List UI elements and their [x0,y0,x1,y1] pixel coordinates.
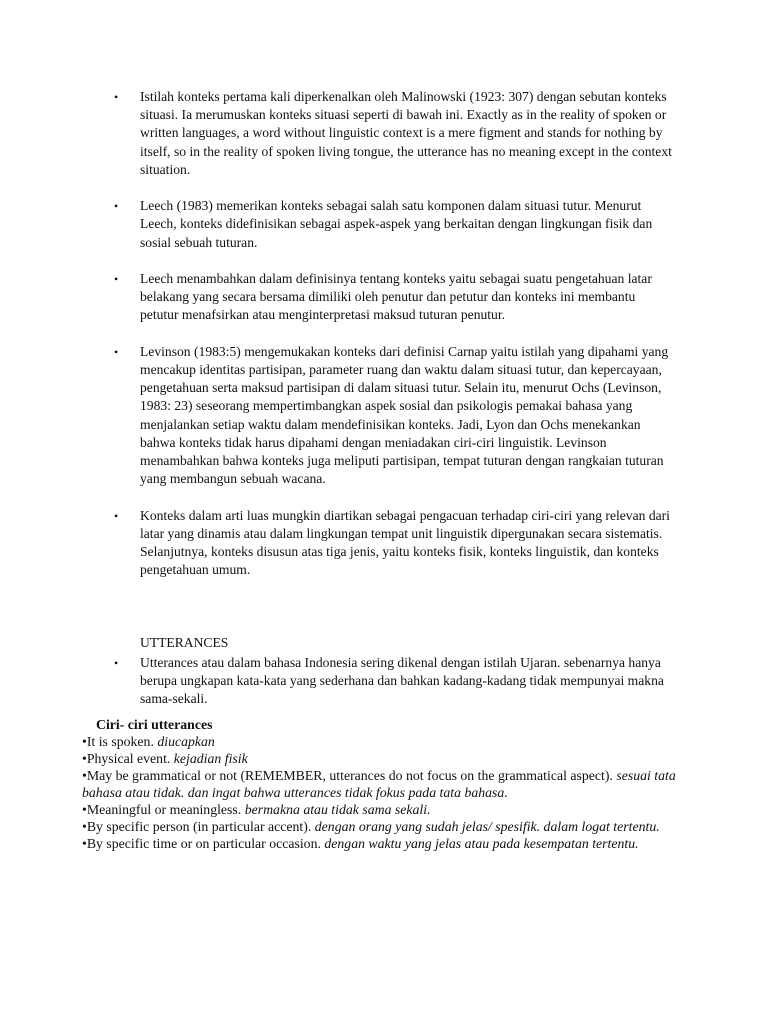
ciri-item [82,818,682,835]
bullet-malinowski [112,88,672,179]
bullet-text: Leech menambahkan dalam definisinya tentang konteks yaitu sebagai suatu pengetahuan latar belakang yang secara bersama dimiliki oleh penutur dan petutur dan konteks ini membantu petutur menafsirkan atau menginterpretasi maksud tuturan penutur. [140,271,652,323]
ciri-item [82,750,682,767]
ciri-item [82,733,682,750]
ciri-item-en: •Physical event. [82,751,171,766]
bullet-dot: • [114,344,119,359]
bullet-text: Leech (1983) memerikan konteks sebagai salah satu komponen dalam situasi tutur. Menurut Leech, konteks didefinisikan sebagai aspek-aspek yang berkaitan dengan lingkungan fisik dan sosial sebuah tuturan. [140,198,653,250]
bullet-dot: • [114,90,119,104]
ciri-item-en: •May be grammatical or not (REMEMBER, utterances do not focus on the grammatical aspect). [82,768,613,783]
bullet-text: Istilah konteks pertama kali diperkenalkan oleh Malinowski (1923: 307) dengan sebutan konteks situasi. Ia merumuskan konteks situasi seperti di bawah ini. Exactly as in the reality of spoken or written languages, a word without linguistic context is a mere figment and stands for nothing by itself, so in the reality of spoken living tongue, the utterance has no meaning except in the context situation. [140,89,672,177]
bullet-konteks-luas [112,507,672,580]
bullet-leech-addition [112,270,672,325]
context-bullet-list [112,88,672,598]
ciri-item-id: dengan orang yang sudah jelas/ spesifik. dalam logat tertentu. [311,819,660,834]
bullet-utterances [112,654,672,709]
bullet-text: Utterances atau dalam bahasa Indonesia sering dikenal dengan istilah Ujaran. sebenarnya hanya berupa ungkapan kata-kata yang sederhana dan bahkan kadang-kadang tidak mempunyai makna sama-sekali. [140,655,664,707]
ciri-item-id: diucapkan [153,734,215,749]
bullet-dot: • [114,199,119,214]
ciri-item-en: •By specific person (in particular accent). [82,819,312,834]
bullet-dot: • [114,656,119,670]
bullet-dot: • [114,508,119,523]
ciri-item-id: sesuai tata bahasa atau tidak. dan ingat bahwa utterances tidak fokus pada tata bahasa. [82,768,676,800]
ciri-item [82,767,682,801]
ciri-utterances-section [82,716,682,852]
ciri-item-en: •It is spoken. [82,734,154,749]
ciri-item-en: •By specific time or on particular occasion. [82,836,321,851]
ciri-item-id: bermakna atau tidak sama sekali. [241,802,431,817]
utterances-heading: UTTERANCES [140,635,229,650]
ciri-item-id: kejadian fisik [170,751,248,766]
bullet-leech-definition [112,197,672,252]
ciri-item [82,835,682,852]
bullet-text: Konteks dalam arti luas mungkin diartikan sebagai pengacuan terhadap ciri-ciri yang relevan dari latar yang dinamis atau dalam lingkungan tempat unit linguistik dipergunakan secara sistematis. Selanjutnya, konteks disusun atas tiga jenis, yaitu konteks fisik, konteks linguistik, dan konteks pengetahuan umum. [140,507,670,578]
bullet-levinson [112,343,672,489]
ciri-item [82,801,682,818]
bullet-dot: • [114,272,119,286]
bullet-text: Levinson (1983:5) mengemukakan konteks dari definisi Carnap yaitu istilah yang dipahami yang mencakup identitas partisipan, parameter ruang dan waktu dalam situasi tutur, dan kepercayaan, pengetahuan serta maksud partisipan di dalam situasi tutur. Selain itu, menurut Ochs (Levinson, 1983: 23) seseorang mempertimbangkan aspek sosial dan psikologis pemakai bahasa yang menjalankan setiap waktu dalam mendefinisikan konteks. Jadi, Lyon dan Ochs menekankan bahwa konteks tidak harus dipahami dengan meniadakan ciri-ciri linguistik. Levinson menambahkan bahwa konteks juga meliputi partisipan, tempat tuturan dengan rangkaian tuturan yang membangun sebuah wacana. [140,343,669,487]
ciri-item-en: •Meaningful or meaningless. [82,802,242,817]
ciri-title: Ciri- ciri utterances [96,717,213,732]
ciri-item-id: dengan waktu yang jelas atau pada kesempatan tertentu. [320,836,639,851]
